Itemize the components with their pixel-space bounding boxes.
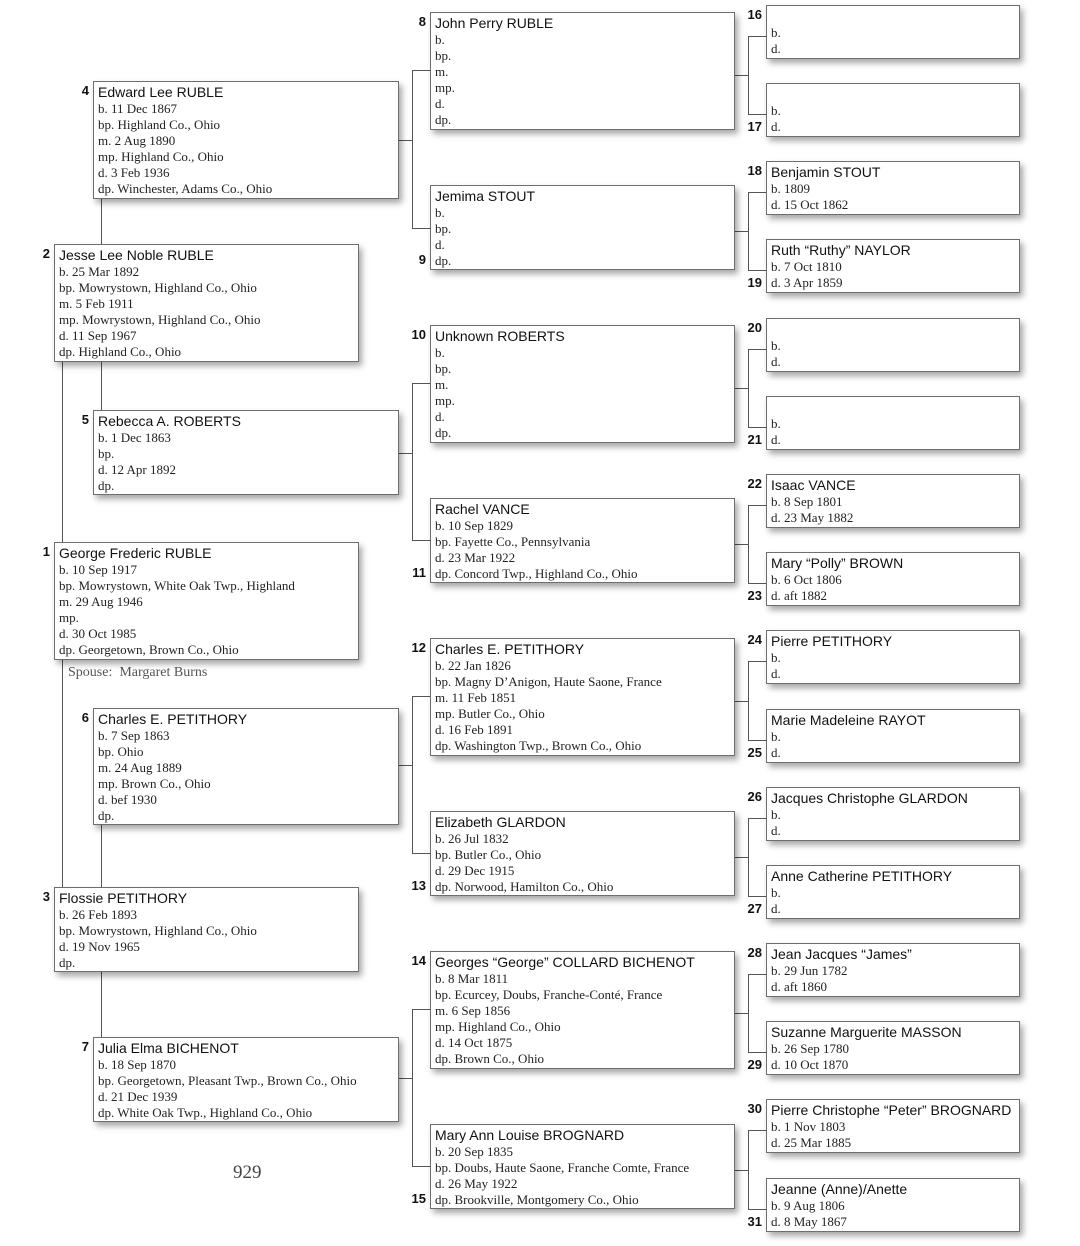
person-fact: d. bef 1930 <box>98 792 157 807</box>
ahnentafel-number: 30 <box>747 1101 762 1116</box>
person-name: Jeanne (Anne)/Anette <box>771 1181 908 1197</box>
person-name: Isaac VANCE <box>771 477 856 493</box>
person-fact: dp. <box>435 253 452 268</box>
person-fact: b. 8 Mar 1811 <box>435 971 509 986</box>
person-name: Charles E. PETITHORY <box>98 711 248 727</box>
person-name: John Perry RUBLE <box>435 15 554 31</box>
ahnentafel-number: 8 <box>418 14 426 29</box>
person-name <box>771 321 1019 338</box>
person-box-24 <box>766 630 1020 684</box>
person-fact: d. 21 Dec 1939 <box>98 1089 178 1104</box>
person-fact: b. 25 Mar 1892 <box>59 264 140 279</box>
ahnentafel-number: 5 <box>81 412 89 427</box>
person-fact: b. <box>435 345 445 360</box>
person-box-28 <box>766 943 1020 997</box>
connector-line <box>748 974 749 1052</box>
ahnentafel-number: 22 <box>747 476 762 491</box>
person-fact: b. 8 Sep 1801 <box>771 494 843 509</box>
person-name: Ruth “Ruthy” NAYLOR <box>771 242 911 258</box>
ahnentafel-number: 18 <box>747 163 762 178</box>
person-fact: d. 26 May 1922 <box>435 1176 518 1191</box>
connector-line <box>748 1052 766 1053</box>
connector-line <box>748 349 766 350</box>
person-fact: d. <box>771 823 781 838</box>
person-name: Mary Ann Louise BROGNARD <box>435 1127 625 1143</box>
connector-line <box>735 388 749 389</box>
connector-line <box>412 70 430 71</box>
ahnentafel-number: 4 <box>81 83 89 98</box>
person-fact: dp. <box>435 425 452 440</box>
connector-line <box>412 1009 430 1010</box>
person-fact: d. <box>771 119 781 134</box>
person-fact: bp. Mowrystown, Highland Co., Ohio <box>59 280 257 295</box>
connector-line <box>748 1209 766 1210</box>
ahnentafel-number: 1 <box>42 544 50 559</box>
connector-line <box>735 231 749 232</box>
person-fact: dp. <box>98 478 115 493</box>
person-fact: m. 24 Aug 1889 <box>98 760 182 775</box>
person-name: Jesse Lee Noble RUBLE <box>59 247 214 263</box>
person-name: Anne Catherine PETITHORY <box>771 868 953 884</box>
person-fact: dp. Georgetown, Brown Co., Ohio <box>59 642 239 657</box>
person-box-19 <box>766 239 1020 293</box>
person-fact: b. 10 Sep 1917 <box>59 562 137 577</box>
ahnentafel-number: 15 <box>411 1191 426 1206</box>
person-fact: b. 7 Oct 1810 <box>771 259 842 274</box>
connector-line <box>412 383 413 540</box>
connector-line <box>398 765 413 766</box>
person-fact: d. <box>435 409 445 424</box>
person-fact: b. <box>771 25 781 40</box>
person-box-10 <box>430 325 735 443</box>
person-fact: d. 3 Feb 1936 <box>98 165 170 180</box>
ahnentafel-number: 19 <box>747 275 762 290</box>
ahnentafel-number: 10 <box>411 327 426 342</box>
person-fact: b. 26 Feb 1893 <box>59 907 137 922</box>
person-fact: d. 11 Sep 1967 <box>59 328 137 343</box>
person-name <box>771 86 1019 103</box>
person-fact: dp. Washington Twp., Brown Co., Ohio <box>435 738 642 753</box>
person-fact: bp. <box>435 48 452 63</box>
ahnentafel-number: 23 <box>747 588 762 603</box>
person-fact: dp. Brookville, Montgomery Co., Ohio <box>435 1192 639 1207</box>
person-fact: b. 6 Oct 1806 <box>771 572 842 587</box>
ahnentafel-number: 17 <box>747 119 762 134</box>
connector-line <box>398 1078 413 1079</box>
person-fact: dp. <box>435 112 452 127</box>
person-name: Pierre Christophe “Peter” BROGNARD <box>771 1102 1012 1118</box>
ahnentafel-number: 13 <box>411 878 426 893</box>
connector-line <box>62 362 63 542</box>
person-fact: b. 7 Sep 1863 <box>98 728 170 743</box>
person-fact: b. 10 Sep 1829 <box>435 518 513 533</box>
connector-line <box>748 740 766 741</box>
person-fact: d. <box>435 237 445 252</box>
person-box-18 <box>766 161 1020 215</box>
ahnentafel-number: 7 <box>81 1039 89 1054</box>
person-fact: dp. Highland Co., Ohio <box>59 344 182 359</box>
person-fact: d. 29 Dec 1915 <box>435 863 515 878</box>
person-box-13 <box>430 811 735 896</box>
person-fact: b. 18 Sep 1870 <box>98 1057 176 1072</box>
person-fact: b. <box>435 32 445 47</box>
person-fact: d. 25 Mar 1885 <box>771 1135 852 1150</box>
person-fact: bp. <box>98 446 115 461</box>
person-fact: mp. <box>435 80 455 95</box>
connector-line <box>412 70 413 228</box>
connector-line <box>412 383 430 384</box>
ahnentafel-number: 31 <box>747 1214 762 1229</box>
connector-line <box>748 661 749 740</box>
person-fact: bp. <box>435 221 452 236</box>
person-fact: bp. Fayette Co., Pennsylvania <box>435 534 591 549</box>
person-box-15 <box>430 1124 735 1209</box>
person-name: Charles E. PETITHORY <box>435 641 585 657</box>
person-box-25 <box>766 709 1020 763</box>
connector-line <box>398 453 413 454</box>
person-fact: b. 20 Sep 1835 <box>435 1144 513 1159</box>
person-name: Suzanne Marguerite MASSON <box>771 1024 962 1040</box>
person-name: Marie Madeleine RAYOT <box>771 712 926 728</box>
person-fact: bp. <box>435 361 452 376</box>
person-fact: b. <box>771 729 781 744</box>
person-box-21 <box>766 396 1020 450</box>
person-fact: d. 19 Nov 1965 <box>59 939 140 954</box>
person-box-27 <box>766 865 1020 919</box>
person-box-9 <box>430 185 735 270</box>
connector-line <box>748 896 766 897</box>
person-box-1 <box>54 542 359 660</box>
person-fact: d. <box>771 354 781 369</box>
person-fact: b. <box>771 416 781 431</box>
ahnentafel-number: 11 <box>412 565 426 580</box>
person-fact: d. 16 Feb 1891 <box>435 722 513 737</box>
person-fact: b. <box>771 103 781 118</box>
person-fact: d. 23 May 1882 <box>771 510 854 525</box>
person-fact: bp. Doubs, Haute Saone, Franche Comte, France <box>435 1160 690 1175</box>
ahnentafel-number: 3 <box>42 889 50 904</box>
person-fact: d. 14 Oct 1875 <box>435 1035 513 1050</box>
connector-line <box>748 192 766 193</box>
connector-line <box>412 228 430 229</box>
ahnentafel-number: 12 <box>411 640 426 655</box>
ahnentafel-number: 2 <box>42 246 50 261</box>
ahnentafel-number: 26 <box>747 789 762 804</box>
connector-line <box>101 824 102 888</box>
connector-line <box>748 1130 766 1131</box>
person-fact: b. <box>771 338 781 353</box>
person-name: Rachel VANCE <box>435 501 530 517</box>
connector-line <box>101 971 102 1038</box>
connector-line <box>735 544 749 545</box>
person-fact: d. <box>771 432 781 447</box>
person-box-16 <box>766 5 1020 59</box>
connector-line <box>412 853 430 854</box>
person-fact: d. <box>771 745 781 760</box>
person-fact: b. <box>435 205 445 220</box>
person-name: Julia Elma BICHENOT <box>98 1040 239 1056</box>
person-fact: d. <box>771 666 781 681</box>
person-box-8 <box>430 12 735 130</box>
person-fact: m. 5 Feb 1911 <box>59 296 134 311</box>
person-fact: d. 10 Oct 1870 <box>771 1057 849 1072</box>
person-fact: b. 1 Dec 1863 <box>98 430 171 445</box>
person-box-29 <box>766 1021 1020 1075</box>
person-name: Georges “George” COLLARD BICHENOT <box>435 954 695 970</box>
person-fact: m. 29 Aug 1946 <box>59 594 143 609</box>
person-fact: dp. Norwood, Hamilton Co., Ohio <box>435 879 614 894</box>
person-fact: mp. Butler Co., Ohio <box>435 706 545 721</box>
person-box-7 <box>93 1037 399 1122</box>
person-fact: mp. Mowrystown, Highland Co., Ohio <box>59 312 261 327</box>
person-fact: m. 11 Feb 1851 <box>435 690 517 705</box>
person-fact: dp. White Oak Twp., Highland Co., Ohio <box>98 1105 313 1120</box>
person-name <box>771 8 1019 25</box>
person-fact: b. 9 Aug 1806 <box>771 1198 845 1213</box>
person-fact: d. 12 Apr 1892 <box>98 462 176 477</box>
person-fact: b. <box>771 885 781 900</box>
connector-line <box>735 1013 749 1014</box>
person-fact: bp. Mowrystown, Highland Co., Ohio <box>59 923 257 938</box>
person-fact: mp. Highland Co., Ohio <box>98 149 224 164</box>
person-fact: bp. Mowrystown, White Oak Twp., Highland <box>59 578 295 593</box>
ahnentafel-number: 20 <box>747 320 762 335</box>
person-name: Unknown ROBERTS <box>435 328 565 344</box>
ahnentafel-number: 25 <box>747 745 762 760</box>
person-name: Jemima STOUT <box>435 188 536 204</box>
person-box-14 <box>430 951 735 1069</box>
person-name: Flossie PETITHORY <box>59 890 188 906</box>
ahnentafel-number: 27 <box>747 901 762 916</box>
person-name: George Frederic RUBLE <box>59 545 212 561</box>
person-name <box>771 399 1019 416</box>
ahnentafel-number: 29 <box>747 1057 762 1072</box>
person-box-6 <box>93 708 399 825</box>
connector-line <box>748 36 766 37</box>
person-fact: bp. Georgetown, Pleasant Twp., Brown Co., Ohio <box>98 1073 357 1088</box>
connector-line <box>748 349 749 427</box>
connector-line <box>412 696 430 697</box>
connector-line <box>735 75 749 76</box>
person-fact: dp. Brown Co., Ohio <box>435 1051 545 1066</box>
person-fact: dp. Concord Twp., Highland Co., Ohio <box>435 566 638 581</box>
connector-line <box>398 140 413 141</box>
connector-line <box>748 114 766 115</box>
connector-line <box>748 583 766 584</box>
person-box-31 <box>766 1178 1020 1232</box>
person-fact: d. 23 Mar 1922 <box>435 550 516 565</box>
person-fact: bp. Ecurcey, Doubs, Franche-Conté, France <box>435 987 663 1002</box>
ahnentafel-number: 14 <box>411 953 426 968</box>
ahnentafel-number: 6 <box>81 710 89 725</box>
person-name: Elizabeth GLARDON <box>435 814 566 830</box>
connector-line <box>748 505 749 583</box>
connector-line <box>748 192 749 270</box>
ahnentafel-number: 24 <box>747 632 762 647</box>
person-box-2 <box>54 244 359 362</box>
person-fact: d. <box>435 96 445 111</box>
person-box-4 <box>93 81 399 199</box>
person-fact: d. <box>771 41 781 56</box>
person-fact: b. 29 Jun 1782 <box>771 963 848 978</box>
person-box-17 <box>766 83 1020 137</box>
ahnentafel-number: 9 <box>418 252 426 267</box>
connector-line <box>748 427 766 428</box>
connector-line <box>748 974 766 975</box>
person-fact: b. <box>771 650 781 665</box>
connector-line <box>62 660 63 888</box>
connector-line <box>748 270 766 271</box>
person-name: Edward Lee RUBLE <box>98 84 224 100</box>
person-name: Mary “Polly” BROWN <box>771 555 904 571</box>
person-box-3 <box>54 887 359 972</box>
person-fact: b. 26 Jul 1832 <box>435 831 509 846</box>
person-box-30 <box>766 1099 1020 1153</box>
person-fact: dp. <box>59 955 76 970</box>
connector-line <box>748 1130 749 1209</box>
person-fact: m. 2 Aug 1890 <box>98 133 176 148</box>
person-fact: d. 3 Apr 1859 <box>771 275 843 290</box>
person-fact: d. 8 May 1867 <box>771 1214 847 1229</box>
person-fact: b. 11 Dec 1867 <box>98 101 177 116</box>
connector-line <box>748 818 749 896</box>
person-fact: mp. <box>435 393 455 408</box>
connector-line <box>101 199 102 244</box>
person-fact: b. 26 Sep 1780 <box>771 1041 849 1056</box>
person-fact: m. 6 Sep 1856 <box>435 1003 511 1018</box>
spouse-label: Spouse: <box>68 665 113 680</box>
person-fact: mp. Highland Co., Ohio <box>435 1019 561 1034</box>
person-name: Jean Jacques “James” <box>771 946 912 962</box>
person-box-20 <box>766 318 1020 372</box>
connector-line <box>735 701 749 702</box>
page-number: 929 <box>233 1162 262 1183</box>
person-name: Jacques Christophe GLARDON <box>771 790 968 806</box>
person-fact: d. 15 Oct 1862 <box>771 197 849 212</box>
spouse-note <box>68 665 207 681</box>
person-fact: b. <box>771 807 781 822</box>
ahnentafel-number: 16 <box>747 7 762 22</box>
person-box-23 <box>766 552 1020 606</box>
connector-line <box>412 1009 413 1166</box>
connector-line <box>748 818 766 819</box>
person-fact: bp. Ohio <box>98 744 144 759</box>
person-fact: d. 30 Oct 1985 <box>59 626 137 641</box>
person-fact: mp. <box>59 610 79 625</box>
person-fact: dp. <box>98 808 115 823</box>
connector-line <box>412 540 430 541</box>
connector-line <box>735 857 749 858</box>
person-fact: mp. Brown Co., Ohio <box>98 776 211 791</box>
person-fact: b. 22 Jan 1826 <box>435 658 511 673</box>
person-fact: bp. Butler Co., Ohio <box>435 847 542 862</box>
person-box-12 <box>430 638 735 756</box>
person-fact: dp. Winchester, Adams Co., Ohio <box>98 181 273 196</box>
connector-line <box>748 505 766 506</box>
person-fact: b. 1809 <box>771 181 810 196</box>
connector-line <box>412 696 413 853</box>
person-box-5 <box>93 410 399 495</box>
person-box-11 <box>430 498 735 583</box>
person-fact: bp. Magny D’Anigon, Haute Saone, France <box>435 674 662 689</box>
person-box-22 <box>766 474 1020 528</box>
person-fact: d. aft 1882 <box>771 588 827 603</box>
person-fact: b. 1 Nov 1803 <box>771 1119 846 1134</box>
spouse-name: Margaret Burns <box>119 665 208 680</box>
person-fact: m. <box>435 377 449 392</box>
person-fact: d. <box>771 901 781 916</box>
person-name: Rebecca A. ROBERTS <box>98 413 241 429</box>
person-name: Pierre PETITHORY <box>771 633 893 649</box>
person-name: Benjamin STOUT <box>771 164 881 180</box>
connector-line <box>101 362 102 410</box>
connector-line <box>748 661 766 662</box>
connector-line <box>735 1170 749 1171</box>
person-fact: m. <box>435 64 449 79</box>
ahnentafel-number: 28 <box>747 945 762 960</box>
person-fact: d. aft 1860 <box>771 979 827 994</box>
ahnentafel-number: 21 <box>747 432 762 447</box>
connector-line <box>748 36 749 114</box>
person-fact: bp. Highland Co., Ohio <box>98 117 221 132</box>
connector-line <box>412 1166 430 1167</box>
person-box-26 <box>766 787 1020 841</box>
